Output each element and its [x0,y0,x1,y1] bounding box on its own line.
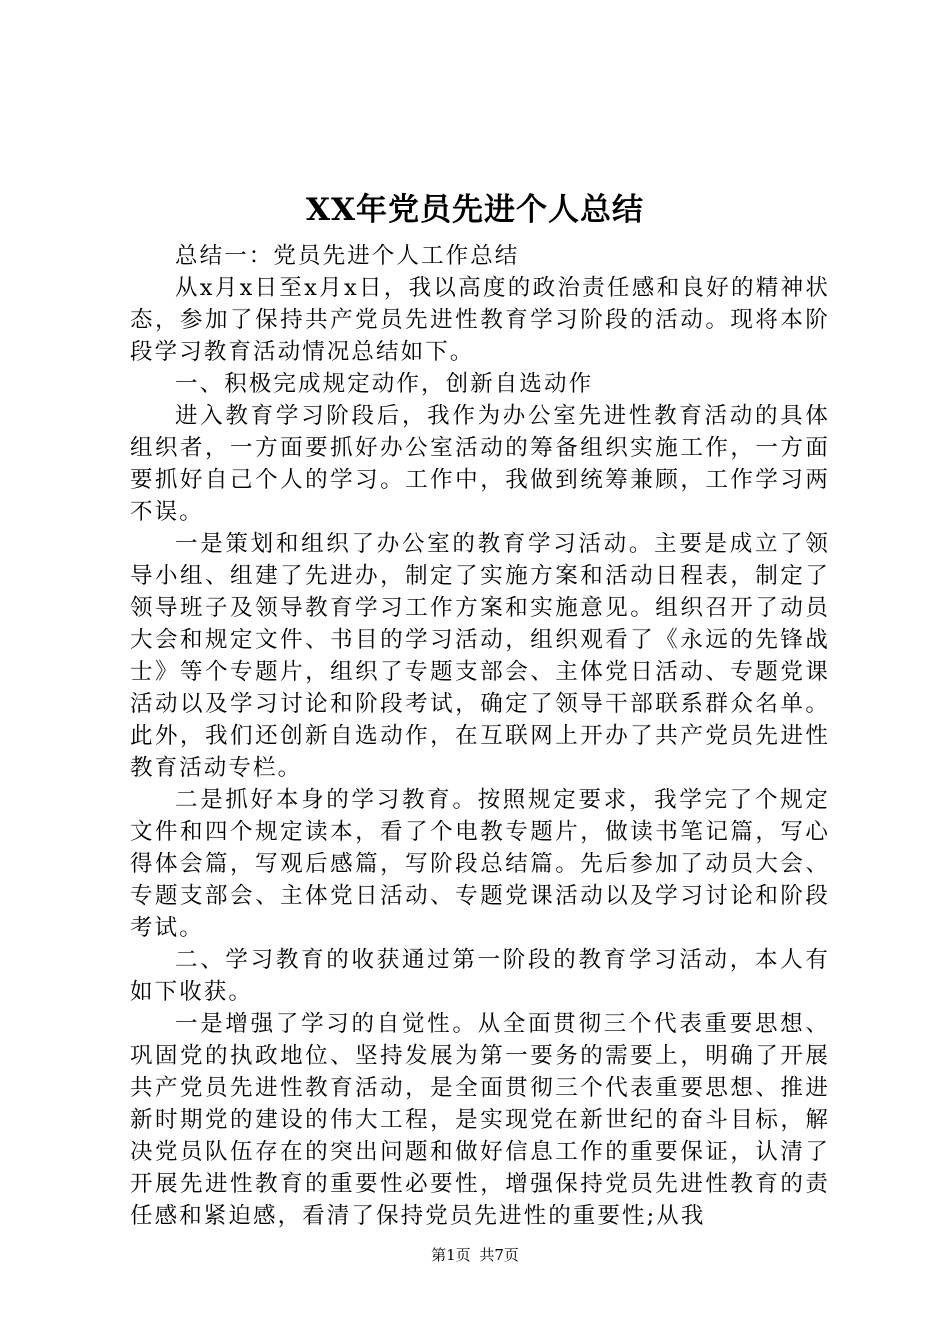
body-paragraph: 二是抓好本身的学习教育。按照规定要求，我学完了个规定文件和四个规定读本，看了个电教专题片，做读书笔记篇，写心得体会篇，写观后感篇，写阶段总结篇。先后参加了动员大会、专题支部会、主体党日活动、专题党课活动以及学习讨论和阶段考试。 [130,787,830,941]
body-paragraph: 一是增强了学习的自觉性。从全面贯彻三个代表重要思想、巩固党的执政地位、坚持发展为第一要务的需要上，明确了开展共产党员先进性教育活动，是全面贯彻三个代表重要思想、推进新时期党的建设的伟大工程，是实现党在新世纪的奋斗目标，解决党员队伍存在的突出问题和做好信息工作的重要保证，认清了开展先进性教育的重要性必要性，增强保持党员先进性教育的责任感和紧迫感，看清了保持党员先进性的重要性;从我 [130,1011,830,1229]
document-body [130,240,830,1232]
page-number: 第1页 [431,1246,471,1264]
body-paragraph: 二、学习教育的收获通过第一阶段的教育学习活动，本人有如下收获。 [130,947,830,1005]
document-title: XX年党员先进个人总结 [305,192,645,228]
page-total: 共7页 [479,1246,519,1264]
section-heading: 总结一：党员先进个人工作总结 [175,243,520,269]
section-heading: 一、积极完成规定动作，创新自选动作 [175,371,594,397]
page-footer [0,1244,950,1266]
body-paragraph: 一是策划和组织了办公室的教育学习活动。主要是成立了领导小组、组建了先进办，制定了实施方案和活动日程表，制定了领导班子及领导教育学习工作方案和实施意见。组织召开了动员大会和规定文件、书目的学习活动，组织观看了《永远的先锋战士》等个专题片，组织了专题支部会、主体党日活动、专题党课活动以及学习讨论和阶段考试，确定了领导干部联系群众名单。此外，我们还创新自选动作，在互联网上开办了共产党员先进性教育活动专栏。 [130,531,830,781]
body-paragraph: 进入教育学习阶段后，我作为办公室先进性教育活动的具体组织者，一方面要抓好办公室活动的筹备组织实施工作，一方面要抓好自己个人的学习。工作中，我做到统筹兼顾，工作学习两不误。 [130,403,830,525]
body-paragraph: 从x月x日至x月x日，我以高度的政治责任感和良好的精神状态，参加了保持共产党员先进性教育学习阶段的活动。现将本阶段学习教育活动情况总结如下。 [130,275,830,365]
